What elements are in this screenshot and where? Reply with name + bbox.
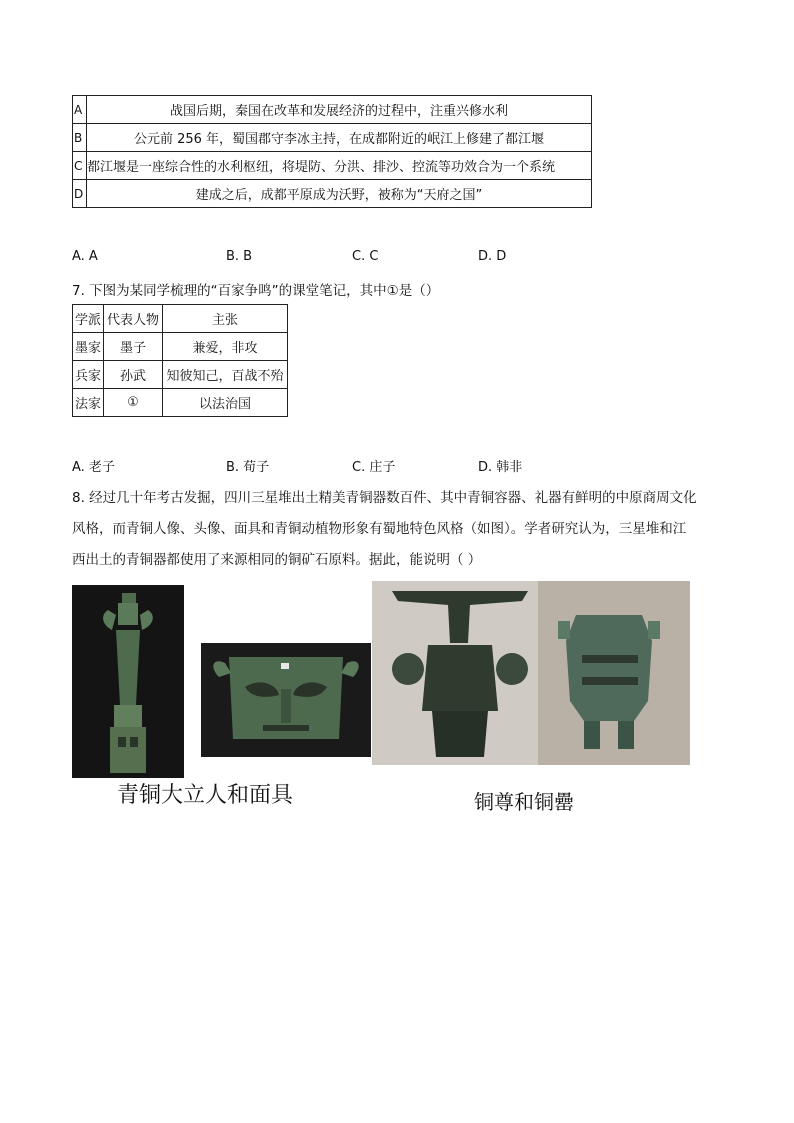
row-text: 战国后期，秦国在改革和发展经济的过程中，注重兴修水利 (87, 96, 592, 124)
cell-school: 墨家 (73, 333, 104, 361)
table-row (73, 96, 592, 124)
cell-person: ① (104, 389, 163, 417)
row-text: 都江堰是一座综合性的水利枢纽，将堤防、分洪、排沙、控流等功效合为一个系统 (87, 152, 592, 180)
table-row (73, 333, 288, 361)
bronze-vessels-photo (372, 581, 690, 765)
row-key: B (73, 124, 87, 152)
row-key: A (73, 96, 87, 124)
table-header-row (73, 305, 288, 333)
cell-idea: 兼爱，非攻 (163, 333, 288, 361)
row-text: 建成之后，成都平原成为沃野，被称为“天府之国” (87, 180, 592, 208)
cell-idea: 以法治国 (163, 389, 288, 417)
option-b[interactable]: B. 荀子 (226, 460, 270, 475)
cell-idea: 知彼知己，百战不殆 (163, 361, 288, 389)
row-key: C (73, 152, 87, 180)
option-a[interactable]: A. 老子 (72, 460, 115, 475)
cell-school: 法家 (73, 389, 104, 417)
table-row (73, 389, 288, 417)
option-d[interactable]: D. D (478, 249, 507, 264)
caption-figure-and-mask: 青铜大立人和面具 (117, 783, 294, 808)
q8-line: 8. 经过几十年考古发掘，四川三星堆出土精美青铜器数百件、其中青铜容器、礼器有鲜明的中原商周文化 (72, 490, 697, 506)
cell-school: 兵家 (73, 361, 104, 389)
option-c[interactable]: C. C (352, 249, 379, 264)
bronze-standing-figure-photo (72, 585, 184, 778)
header-idea: 主张 (163, 305, 288, 333)
q8-question (72, 483, 722, 576)
option-c[interactable]: C. 庄子 (352, 460, 396, 475)
option-d[interactable]: D. 韩非 (478, 460, 523, 475)
options-table (72, 95, 592, 208)
row-key: D (73, 180, 87, 208)
cell-person: 墨子 (104, 333, 163, 361)
table-row (73, 124, 592, 152)
table-row (73, 180, 592, 208)
row-text: 公元前 256 年，蜀国郡守李冰主持，在成都附近的岷江上修建了都江堰 (87, 124, 592, 152)
option-a[interactable]: A. A (72, 249, 98, 264)
table-row (73, 152, 592, 180)
header-school: 学派 (73, 305, 104, 333)
q8-line: 西出土的青铜器都使用了来源相同的铜矿石原料。据此，能说明（ ） (72, 552, 482, 568)
caption-zun-and-lei: 铜尊和铜罍 (474, 790, 574, 814)
bronze-mask-photo (201, 643, 371, 757)
header-person: 代表人物 (104, 305, 163, 333)
schools-table (72, 304, 288, 417)
option-b[interactable]: B. B (226, 249, 253, 264)
cell-person: 孙武 (104, 361, 163, 389)
q7-question: 7. 下图为某同学梳理的“百家争鸣”的课堂笔记，其中①是（） (72, 283, 440, 299)
q8-line: 风格，而青铜人像、头像、面具和青铜动植物形象有蜀地特色风格（如图）。学者研究认为，三星堆和江 (72, 521, 687, 537)
table-row (73, 361, 288, 389)
